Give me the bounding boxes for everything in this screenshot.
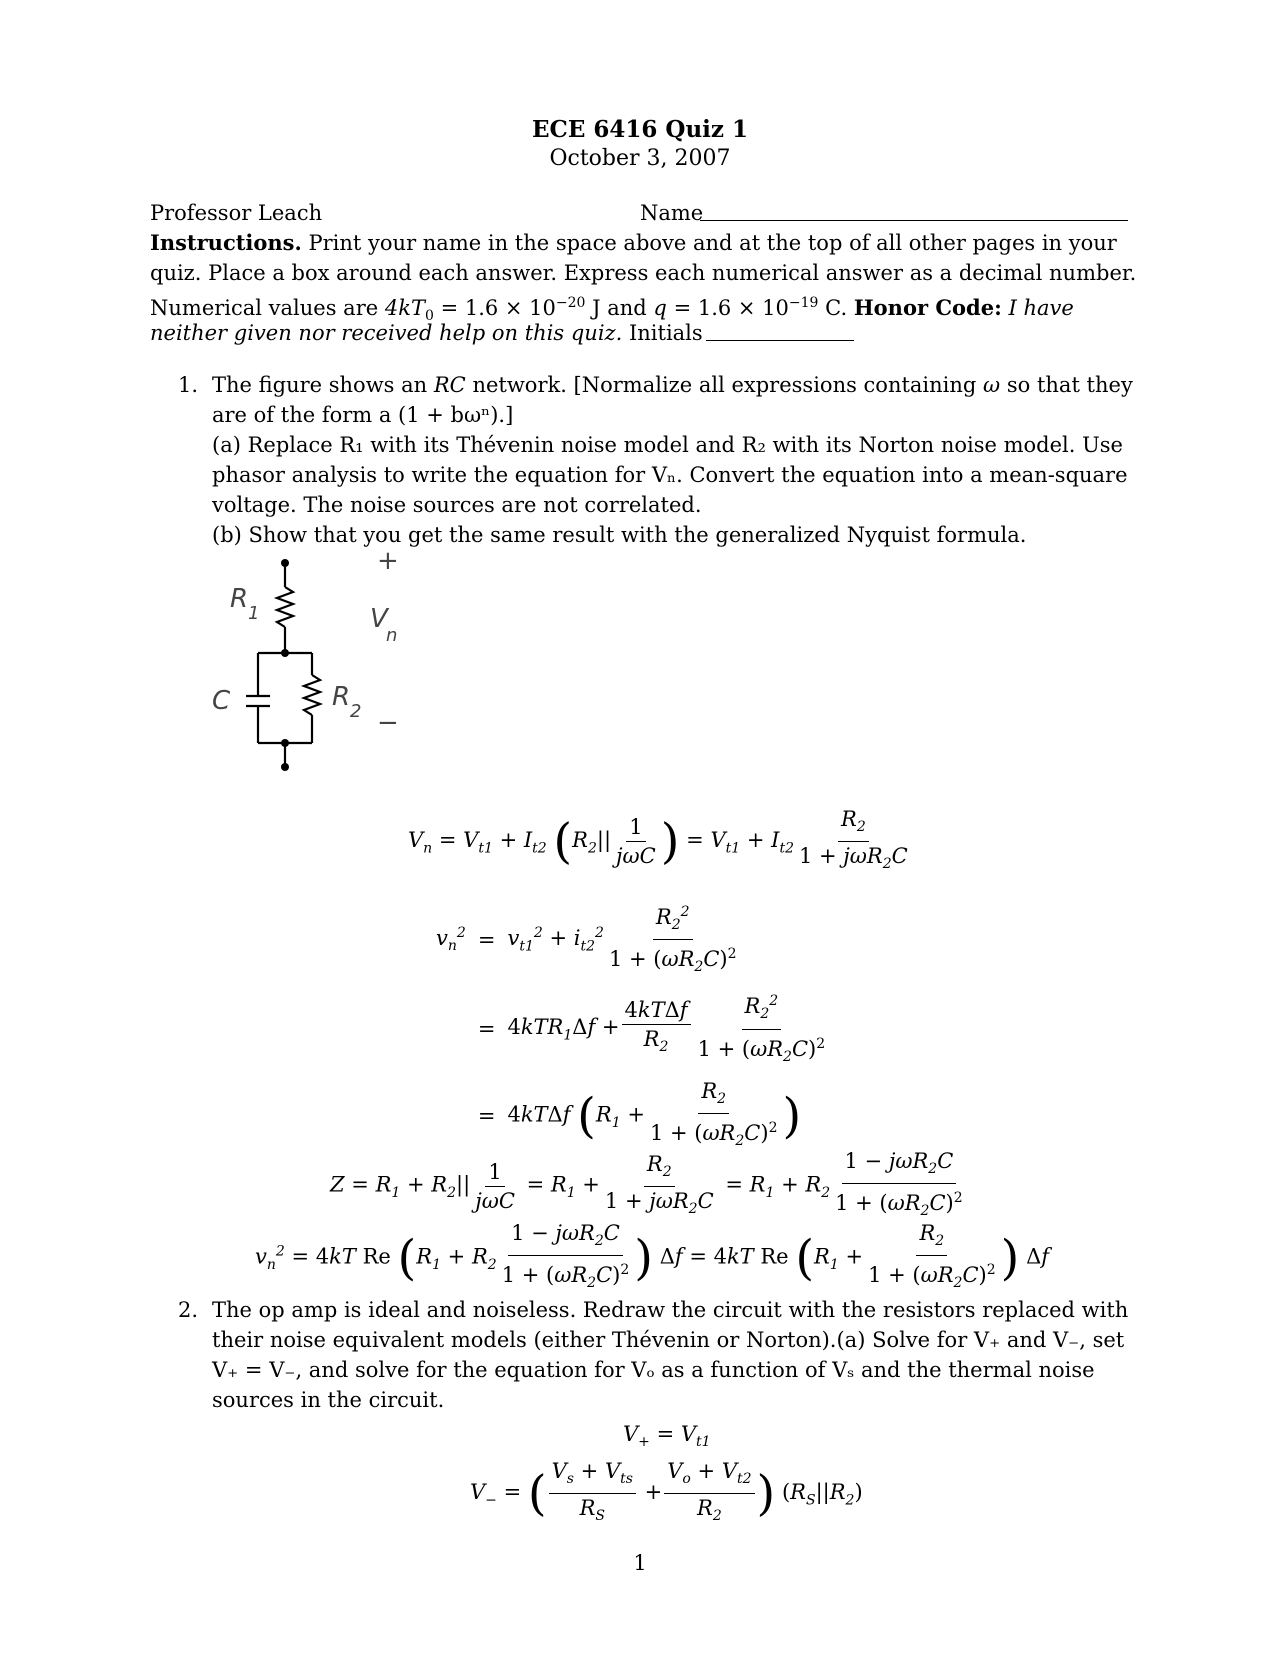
problem2-number: 2.: [178, 1298, 199, 1322]
instructions-label: Instructions.: [150, 230, 302, 255]
q-symbol: q: [653, 296, 667, 320]
problem1-number: 1.: [178, 373, 199, 397]
top-terminal-dot: [281, 559, 289, 567]
instructions-line4: [150, 318, 703, 348]
q-exponent: −19: [788, 295, 819, 311]
c-label: C: [212, 686, 231, 716]
problem1-line2: are of the form a (1 + bωⁿ).]: [212, 403, 514, 427]
problem1-text-b: network. [Normalize all expressions containing: [472, 373, 977, 397]
resistor-r2-symbol: [304, 675, 320, 715]
r1-label-sub: 1: [248, 603, 260, 624]
q-value: = 1.6 × 10: [673, 296, 789, 320]
bottom-node-dot: [281, 739, 289, 747]
name-line[interactable]: [700, 220, 1128, 221]
rc-symbol: RC: [433, 373, 466, 397]
rc-network-diagram: [190, 545, 450, 775]
quiz-date: October 3, 2007: [549, 146, 731, 171]
ms-eq-row1: $v_n^2$ = $v_{t1}^2 + i_{t2}^2$ $\frac{R_2^2}{1 + (\omega R_2C)^2}$: [430, 895, 836, 984]
problem1-text-c: so that they: [1006, 373, 1133, 397]
problem1-part-a-line1: (a) Replace R₁ with its Thévenin noise model and R₂ with its Norton noise model. Use: [212, 433, 1123, 457]
problem1-part-a-line3: voltage. The noise sources are not correlated.: [212, 493, 702, 517]
omega-symbol: ω: [983, 373, 1001, 397]
problem1-text-a: The figure shows an: [212, 373, 428, 397]
professor-name: Professor Leach: [150, 201, 323, 225]
vn-label: V: [370, 604, 388, 634]
quiz-title: ECE 6416 Quiz 1: [532, 116, 748, 143]
kt0-value: = 1.6 × 10: [440, 296, 556, 320]
resistor-r1-symbol: [277, 587, 293, 627]
kt0-exponent: −20: [555, 295, 586, 311]
equation-vn: $V_n = V_{t1} + I_{t2}$ ($R_2||$ $\frac{1}{\text{jωC}}$ ) = $V_{t1} + I_{t2}$ $\frac{R_2}{1 + j\omega R_2C}$: [408, 807, 908, 873]
top-node-dot: [281, 649, 289, 657]
kt0-sub: 0: [424, 308, 434, 325]
r2-label-sub: 2: [350, 701, 362, 722]
problem1-part-b: (b) Show that you get the same result with the generalized Nyquist formula.: [212, 523, 1027, 547]
initials-label: Initials: [628, 321, 703, 345]
q-unit: C.: [825, 296, 848, 320]
instructions-line1: [150, 228, 1117, 258]
instructions-text1: Print your name in the space above and at the top of all other pages in your: [308, 231, 1117, 255]
equation-nyquist: $v_n^2 = 4kT$ Re ($R_1 + R_2$ $\frac{1 - j\omega R_2C}{1 + (\omega R_2C)^2}$ ) Δf = 4kT Re ($R_1$ + $\frac{R_2}{1 + (\omega R_2C)^2}$ ) Δf: [255, 1221, 1050, 1292]
problem2-line3: V₊ = V₋, and solve for the equation for Vₒ as a function of Vₛ and the thermal noise: [212, 1358, 1095, 1382]
r1-label: R: [230, 584, 249, 614]
equation-impedance: $Z = R_1 + R_2||$ $\frac{1}{\text{jωC}}$ = $R_1$ + $\frac{R_2}{1 + j\omega R_2C}$ = $R_1 + R_2$ $\frac{1 - j\omega R_2C}{1 + (\omega R_2C)^2}$: [330, 1149, 963, 1220]
problem1-line1: [212, 370, 1133, 400]
ms-eq-row2: = 4kTR$_1$Δf + $\frac{\text{4kTΔf}}{R_2}$ $\frac{R_2^2}{1 + (\omega R_2C)^2}$: [430, 984, 836, 1073]
equation-vplus: $V_+ = V_{t1}$: [623, 1422, 711, 1451]
numerical-values-text: Numerical values are: [150, 296, 379, 320]
instructions-line2: quiz. Place a box around each answer. Express each numerical answer as a decimal number.: [150, 261, 1137, 285]
name-label: Name: [640, 201, 704, 225]
initials-line[interactable]: [706, 340, 854, 341]
honor-code-text-b: neither given nor received help on this quiz.: [150, 321, 623, 345]
problem2-line1: The op amp is ideal and noiseless. Redraw the circuit with the resistors replaced with: [212, 1298, 1129, 1322]
minus-sign: −: [377, 708, 399, 738]
honor-code-text-a: I have: [1008, 296, 1074, 320]
problem2-line4: sources in the circuit.: [212, 1388, 445, 1412]
vn-label-sub: n: [386, 625, 398, 646]
kt0-unit: J and: [592, 296, 647, 320]
ms-eq-row3: = 4kTΔf ($R_1$ + $\frac{R_2}{1 + (\omega R_2C)^2}$ ): [477, 1078, 802, 1150]
page-number: 1: [633, 1551, 647, 1575]
problem1-part-a-line2: phasor analysis to write the equation for Vₙ. Convert the equation into a mean-square: [212, 463, 1128, 487]
honor-code-label: Honor Code:: [853, 295, 1002, 320]
problem2-line2: their noise equivalent models (either Thévenin or Norton).(a) Solve for V₊ and V₋, set: [212, 1328, 1125, 1352]
r2-label: R: [332, 682, 351, 712]
equation-vminus: $V_-$ = ( $\frac{V_s + V_{ts}}{R_S}$ + $\frac{V_o + V_{t2}}{R_2}$ ) $(R_S||R_2)$: [470, 1459, 863, 1525]
mean-square-equations: [430, 895, 836, 1158]
plus-sign: +: [377, 546, 399, 576]
bottom-terminal-dot: [281, 763, 289, 771]
kt0-symbol: 4kT: [384, 296, 425, 320]
